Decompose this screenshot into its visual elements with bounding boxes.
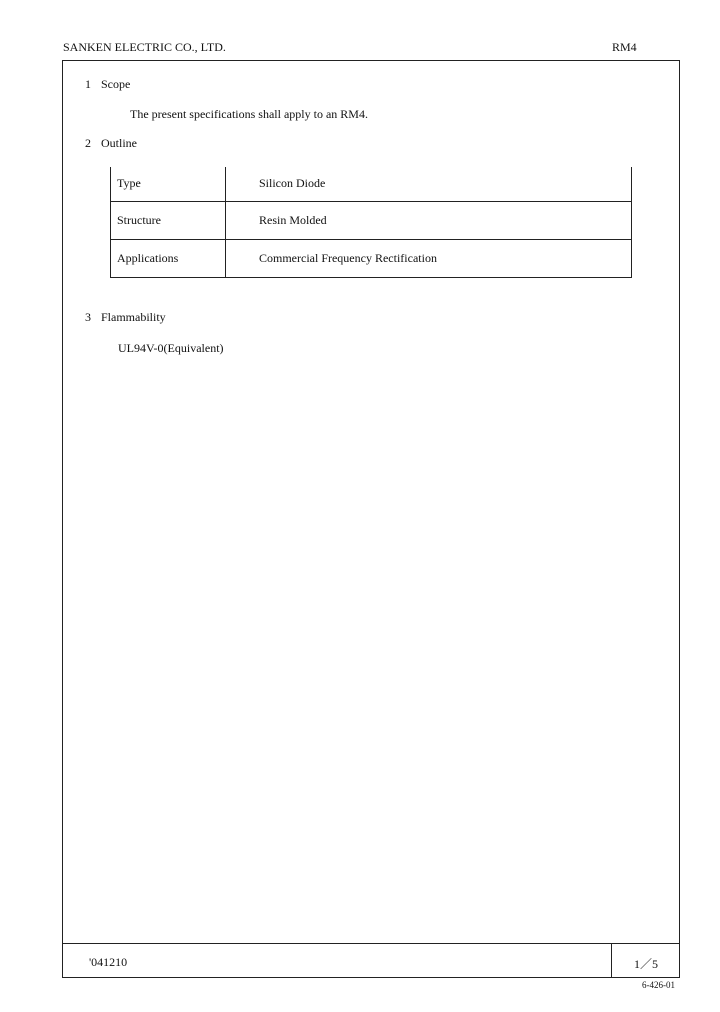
revision-date: '041210 [89,955,128,969]
document-id: RM4 [612,40,637,54]
row-value: Commercial Frequency Rectification [226,239,632,277]
section-number: 3 [85,310,91,324]
row-value: Silicon Diode [226,167,632,201]
section-number: 2 [85,136,91,150]
section-outline-heading [85,136,137,151]
form-number: 6-426-01 [642,980,675,990]
footer-divider-line [62,943,680,944]
section-flammability-body: UL94V-0(Equivalent) [118,341,224,355]
section-title: Flammability [101,310,166,324]
footer-vertical-divider [611,943,612,978]
row-label: Structure [111,201,226,239]
row-value: Resin Molded [226,201,632,239]
table-row [111,167,632,201]
row-label: Type [111,167,226,201]
company-name: SANKEN ELECTRIC CO., LTD. [63,40,226,54]
outline-table [110,167,632,278]
row-label: Applications [111,239,226,277]
section-scope-body: The present specifications shall apply to an RM4. [130,107,368,121]
table-row [111,201,632,239]
section-flammability-heading [85,310,166,325]
section-number: 1 [85,77,91,91]
table-row [111,239,632,277]
page-number: 1／5 [634,957,659,971]
section-scope-heading [85,77,130,92]
section-title: Outline [101,136,137,150]
section-title: Scope [101,77,131,91]
